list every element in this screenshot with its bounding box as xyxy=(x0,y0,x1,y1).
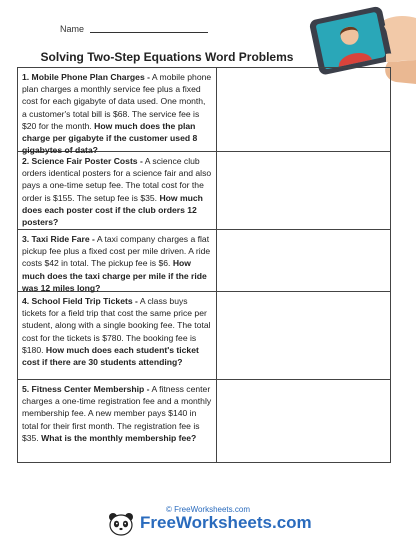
problem-text-2 xyxy=(18,152,217,229)
footer-brand xyxy=(108,512,328,536)
problem-heading: 5. Fitness Center Membership - xyxy=(22,384,150,394)
answer-area-2[interactable] xyxy=(217,152,390,229)
problem-heading: 1. Mobile Phone Plan Charges - xyxy=(22,72,150,82)
problem-question: How much does the plan charge per gigabyte if the customer used 8 gigabytes of data? xyxy=(22,120,198,156)
problem-row-5 xyxy=(18,380,390,462)
footer-copyright: © FreeWorksheets.com xyxy=(166,505,250,514)
problem-row-3 xyxy=(18,230,390,292)
problem-question: How much does each poster cost if the club orders 12 posters? xyxy=(22,192,203,228)
name-row xyxy=(60,24,208,34)
problem-question: How much does the taxi charge per mile if the ride was 12 miles long? xyxy=(22,258,207,293)
problem-row-4 xyxy=(18,292,390,380)
problem-text-4 xyxy=(18,292,217,379)
problem-row-2 xyxy=(18,152,390,230)
problem-question: What is the monthly membership fee? xyxy=(41,432,197,443)
problem-body: A science club orders identical posters for a science fair and also pays a one-time setup fee. The total cost for the order is $155. The setup fee is $35. xyxy=(22,156,212,203)
problem-text-1 xyxy=(18,68,217,156)
problem-body: A taxi company charges a flat pickup fee plus a fixed cost per mile driven. A ride costs $42 in total. The pickup fee is $6. xyxy=(22,234,211,269)
problem-text-3 xyxy=(18,230,217,291)
problem-body: A mobile phone plan charges a monthly service fee plus a fixed cost for each gigabyte of data used. One month, a customer's total bill is $68. The service fee is $20 for the month. xyxy=(22,72,212,131)
problem-body: A class buys tickets for a field trip that cost the same price per student, along with a single booking fee. The total cost for the tickets is $780. The booking fee is $180. xyxy=(22,296,211,355)
problem-body: A fitness center charges a one-time registration fee and a monthly membership fee. A new member pays $140 in total for their first month. The registration fee is $35. xyxy=(22,384,212,443)
problem-heading: 2. Science Fair Poster Costs - xyxy=(22,156,143,166)
name-label: Name xyxy=(60,24,85,34)
problem-row-1 xyxy=(18,68,390,156)
brand-name[interactable]: FreeWorksheets.com xyxy=(140,513,312,532)
problem-question: How much does each student's ticket cost if there are 30 students attending? xyxy=(22,344,199,368)
problems-table xyxy=(17,67,391,463)
problem-text-5 xyxy=(18,380,217,462)
answer-area-3[interactable] xyxy=(217,230,390,291)
problem-heading: 3. Taxi Ride Fare - xyxy=(22,234,95,244)
page-title: Solving Two-Step Equations Word Problems xyxy=(40,50,294,64)
answer-area-5[interactable] xyxy=(217,380,390,462)
problem-heading: 4. School Field Trip Tickets - xyxy=(22,296,138,306)
panda-logo-icon xyxy=(108,512,134,536)
answer-area-1[interactable] xyxy=(217,68,390,151)
name-field[interactable] xyxy=(90,32,208,33)
answer-area-4[interactable] xyxy=(217,292,390,379)
